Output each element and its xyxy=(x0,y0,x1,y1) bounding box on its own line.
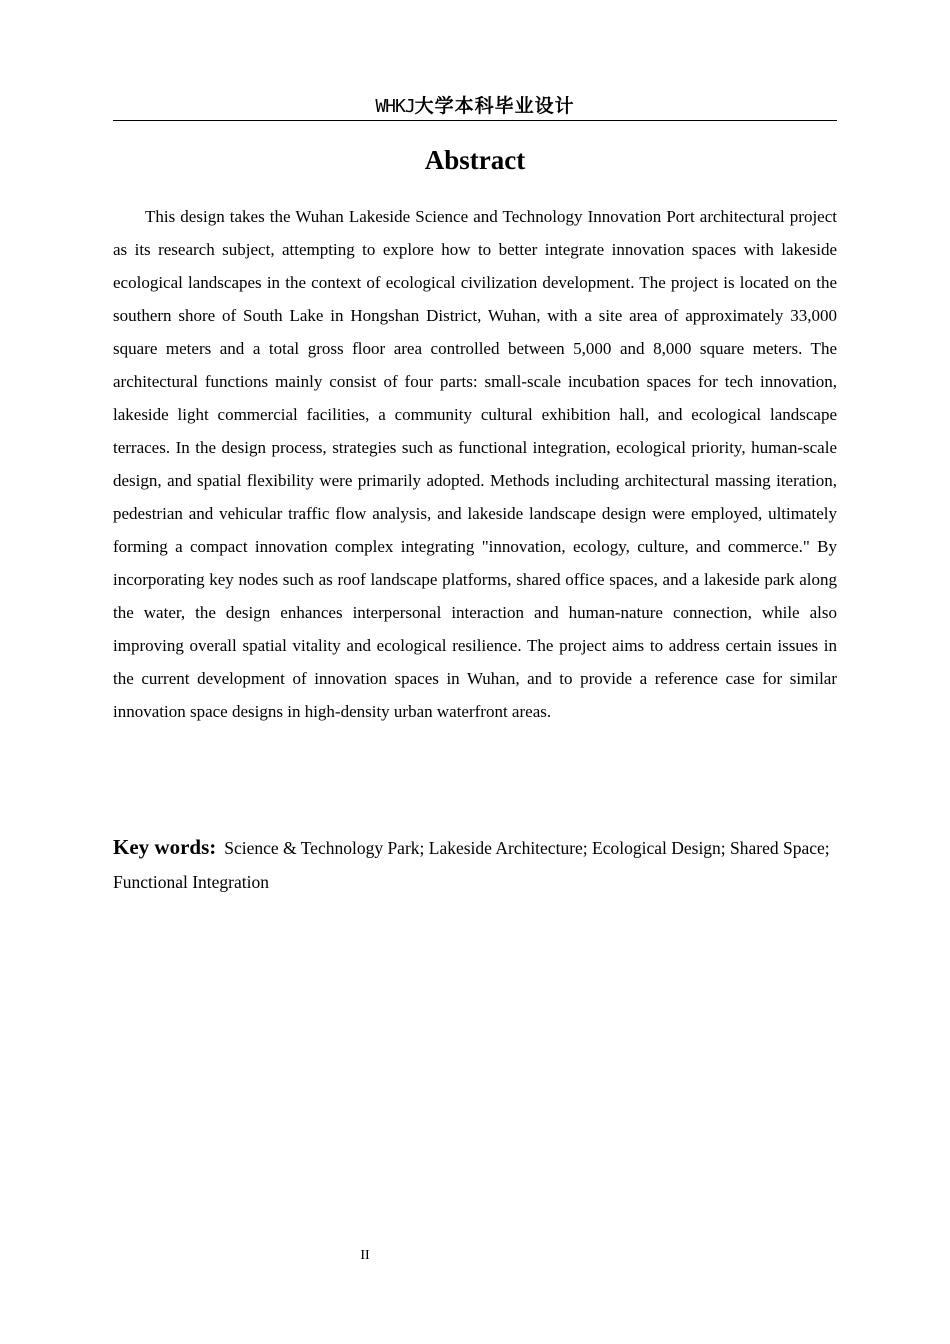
keywords-section xyxy=(113,830,837,899)
page-number: II xyxy=(360,1248,370,1263)
header-school-code: WHKJ xyxy=(375,96,415,117)
keywords-label: Key words: xyxy=(113,835,217,859)
keywords-text: Science & Technology Park; Lakeside Architecture; Ecological Design; Shared Space; Functional Integration xyxy=(113,838,830,892)
header-document-type: 大学本科毕业设计 xyxy=(414,95,575,117)
page-header xyxy=(113,94,837,121)
page-title: Abstract xyxy=(424,145,526,175)
abstract-paragraph: This design takes the Wuhan Lakeside Science and Technology Innovation Port architectural project as its research subject, attempting to explore how to better integrate innovation spaces with lakeside ecological landscapes in the context of ecological civilization development. The project is located on the southern shore of South Lake in Hongshan District, Wuhan, with a site area of approximately 33,000 square meters and a total gross floor area controlled between 5,000 and 8,000 square meters. The architectural functions mainly consist of four parts: small-scale incubation spaces for tech innovation, lakeside light commercial facilities, a community cultural exhibition hall, and ecological landscape terraces. In the design process, strategies such as functional integration, ecological priority, human-scale design, and spatial flexibility were primarily adopted. Methods including architectural massing iteration, pedestrian and vehicular traffic flow analysis, and lakeside landscape design were employed, ultimately forming a compact innovation complex integrating "innovation, ecology, culture, and commerce." By incorporating key nodes such as roof landscape platforms, shared office spaces, and a lakeside park along the water, the design enhances interpersonal interaction and human-nature connection, while also improving overall spatial vitality and ecological resilience. The project aims to address certain issues in the current development of innovation spaces in Wuhan, and to provide a reference case for similar innovation space designs in high-density urban waterfront areas. xyxy=(113,207,837,721)
